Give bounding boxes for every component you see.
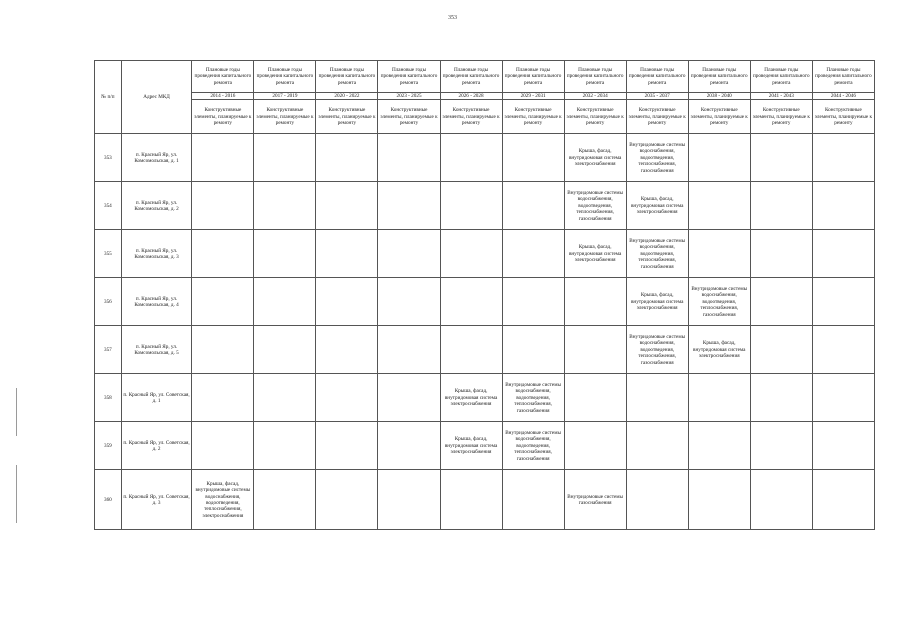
work-cell-empty	[750, 374, 812, 422]
col-header-elements: Конструктивные элементы, планируемые к ремонту	[192, 100, 254, 134]
period-years: 2044 - 2046	[812, 93, 874, 100]
work-cell: Внутридомовые системы водоснабжения, водоотведения, теплоснабжения, газоснабжения	[626, 326, 688, 374]
scan-artifact-line	[16, 388, 17, 436]
scan-artifact-line	[16, 465, 17, 523]
work-cell-empty	[254, 278, 316, 326]
work-cell-empty	[688, 470, 750, 530]
col-header-period: Плановые годы проведения капитального ремонта	[254, 61, 316, 93]
work-cell-empty	[254, 374, 316, 422]
work-cell-empty	[316, 182, 378, 230]
work-cell: Крыша, фасад, внутридомовые системы водоснабжения, водоотведения, теплоснабжения, электроснабжения	[192, 470, 254, 530]
period-years: 2029 - 2031	[502, 93, 564, 100]
header-row-years	[95, 93, 875, 100]
work-cell-empty	[254, 326, 316, 374]
work-cell-empty	[750, 326, 812, 374]
period-years: 2020 - 2022	[316, 93, 378, 100]
work-cell: Крыша, фасад, внутридомовая система электроснабжения	[440, 422, 502, 470]
row-number: 353	[95, 134, 122, 182]
work-cell-empty	[254, 470, 316, 530]
work-cell-empty	[502, 326, 564, 374]
work-cell-empty	[812, 230, 874, 278]
row-number: 360	[95, 470, 122, 530]
work-cell-empty	[564, 278, 626, 326]
work-cell: Внутридомовые системы газоснабжения	[564, 470, 626, 530]
work-cell-empty	[626, 374, 688, 422]
row-address: п. Красный Яр, ул. Комсомольская, д. 4	[121, 278, 192, 326]
work-cell-empty	[192, 230, 254, 278]
work-cell-empty	[750, 182, 812, 230]
row-address: п. Красный Яр, ул. Комсомольская, д. 1	[121, 134, 192, 182]
work-cell-empty	[750, 278, 812, 326]
work-cell-empty	[750, 422, 812, 470]
col-header-elements: Конструктивные элементы, планируемые к ремонту	[254, 100, 316, 134]
work-cell-empty	[440, 470, 502, 530]
work-cell-empty	[440, 326, 502, 374]
work-cell-empty	[378, 230, 440, 278]
col-header-period: Плановые годы проведения капитального ремонта	[316, 61, 378, 93]
work-cell-empty	[812, 134, 874, 182]
work-cell-empty	[440, 134, 502, 182]
col-header-period: Плановые годы проведения капитального ремонта	[626, 61, 688, 93]
work-cell-empty	[626, 470, 688, 530]
work-cell-empty	[316, 374, 378, 422]
table-row	[95, 422, 875, 470]
work-cell: Крыша, фасад, внутридомовая система электроснабжения	[626, 182, 688, 230]
row-number: 356	[95, 278, 122, 326]
col-header-period: Плановые годы проведения капитального ремонта	[564, 61, 626, 93]
work-cell-empty	[502, 278, 564, 326]
work-cell-empty	[378, 182, 440, 230]
table-row	[95, 374, 875, 422]
work-cell-empty	[378, 374, 440, 422]
period-years: 2023 - 2025	[378, 93, 440, 100]
col-header-elements: Конструктивные элементы, планируемые к ремонту	[688, 100, 750, 134]
work-cell-empty	[812, 374, 874, 422]
work-cell-empty	[750, 470, 812, 530]
work-cell-empty	[688, 374, 750, 422]
work-cell-empty	[564, 374, 626, 422]
row-number: 354	[95, 182, 122, 230]
work-cell-empty	[378, 470, 440, 530]
row-address: п. Красный Яр, ул. Советская, д. 3	[121, 470, 192, 530]
work-cell-empty	[440, 230, 502, 278]
work-cell-empty	[378, 278, 440, 326]
col-header-period: Плановые годы проведения капитального ремонта	[440, 61, 502, 93]
work-cell-empty	[254, 134, 316, 182]
work-cell-empty	[378, 422, 440, 470]
work-cell-empty	[502, 134, 564, 182]
work-cell-empty	[688, 182, 750, 230]
work-cell-empty	[378, 134, 440, 182]
work-cell-empty	[192, 326, 254, 374]
col-header-period: Плановые годы проведения капитального ремонта	[688, 61, 750, 93]
row-number: 358	[95, 374, 122, 422]
row-address: п. Красный Яр, ул. Советская, д. 2	[121, 422, 192, 470]
work-cell-empty	[192, 374, 254, 422]
period-years: 2038 - 2040	[688, 93, 750, 100]
work-cell-empty	[626, 422, 688, 470]
col-header-number: № п/п	[95, 61, 122, 134]
work-cell: Крыша, фасад, внутридомовая система электроснабжения	[440, 374, 502, 422]
work-cell-empty	[254, 230, 316, 278]
work-cell-empty	[688, 230, 750, 278]
col-header-period: Плановые годы проведения капитального ремонта	[750, 61, 812, 93]
work-cell-empty	[440, 278, 502, 326]
work-cell-empty	[812, 182, 874, 230]
period-years: 2035 - 2037	[626, 93, 688, 100]
col-header-elements: Конструктивные элементы, планируемые к ремонту	[750, 100, 812, 134]
work-cell-empty	[688, 422, 750, 470]
period-years: 2041 - 2043	[750, 93, 812, 100]
header-row-periods	[95, 61, 875, 93]
work-cell: Внутридомовые системы водоснабжения, водоотведения, теплоснабжения, газоснабжения	[502, 374, 564, 422]
col-header-period: Плановые годы проведения капитального ремонта	[378, 61, 440, 93]
work-cell-empty	[564, 422, 626, 470]
col-header-elements: Конструктивные элементы, планируемые к ремонту	[440, 100, 502, 134]
row-address: п. Красный Яр, ул. Комсомольская, д. 3	[121, 230, 192, 278]
work-cell-empty	[812, 326, 874, 374]
work-cell-empty	[564, 326, 626, 374]
work-cell-empty	[750, 134, 812, 182]
row-address: п. Красный Яр, ул. Комсомольская, д. 5	[121, 326, 192, 374]
work-cell: Крыша, фасад, внутридомовая система электроснабжения	[688, 326, 750, 374]
work-cell: Внутридомовые системы водоснабжения, водоотведения, теплоснабжения, газоснабжения	[626, 134, 688, 182]
table-row	[95, 230, 875, 278]
col-header-elements: Конструктивные элементы, планируемые к ремонту	[378, 100, 440, 134]
work-cell-empty	[316, 230, 378, 278]
work-cell-empty	[192, 182, 254, 230]
work-cell-empty	[378, 326, 440, 374]
col-header-period: Плановые годы проведения капитального ремонта	[192, 61, 254, 93]
header-row-elements	[95, 100, 875, 134]
work-cell: Внутридомовые системы водоснабжения, водоотведения, теплоснабжения, газоснабжения	[688, 278, 750, 326]
work-cell-empty	[316, 134, 378, 182]
row-address: п. Красный Яр, ул. Советская, д. 1	[121, 374, 192, 422]
col-header-period: Плановые годы проведения капитального ремонта	[812, 61, 874, 93]
work-cell-empty	[502, 470, 564, 530]
work-cell: Крыша, фасад, внутридомовая система электроснабжения	[564, 134, 626, 182]
work-cell-empty	[192, 422, 254, 470]
work-cell-empty	[316, 326, 378, 374]
work-cell-empty	[812, 470, 874, 530]
period-years: 2014 - 2016	[192, 93, 254, 100]
table-row	[95, 182, 875, 230]
work-cell-empty	[316, 470, 378, 530]
col-header-elements: Конструктивные элементы, планируемые к ремонту	[626, 100, 688, 134]
table-row	[95, 278, 875, 326]
col-header-elements: Конструктивные элементы, планируемые к ремонту	[502, 100, 564, 134]
period-years: 2026 - 2028	[440, 93, 502, 100]
work-cell-empty	[440, 182, 502, 230]
col-header-elements: Конструктивные элементы, планируемые к ремонту	[564, 100, 626, 134]
col-header-address: Адрес МКД	[121, 61, 192, 134]
work-cell-empty	[316, 422, 378, 470]
capital-repair-schedule-table	[94, 60, 875, 530]
work-cell-empty	[192, 278, 254, 326]
col-header-elements: Конструктивные элементы, планируемые к ремонту	[316, 100, 378, 134]
work-cell-empty	[502, 230, 564, 278]
work-cell-empty	[316, 278, 378, 326]
period-years: 2017 - 2019	[254, 93, 316, 100]
row-number: 359	[95, 422, 122, 470]
table-row	[95, 326, 875, 374]
work-cell-empty	[750, 230, 812, 278]
row-address: п. Красный Яр, ул. Комсомольская, д. 2	[121, 182, 192, 230]
work-cell-empty	[812, 278, 874, 326]
work-cell: Внутридомовые системы водоснабжения, водоотведения, теплоснабжения, газоснабжения	[564, 182, 626, 230]
work-cell: Внутридомовые системы водоснабжения, водоотведения, теплоснабжения, газоснабжения	[502, 422, 564, 470]
work-cell: Внутридомовые системы водоснабжения, водоотведения, теплоснабжения, газоснабжения	[626, 230, 688, 278]
work-cell-empty	[502, 182, 564, 230]
col-header-period: Плановые годы проведения капитального ремонта	[502, 61, 564, 93]
table-row	[95, 134, 875, 182]
period-years: 2032 - 2034	[564, 93, 626, 100]
work-cell-empty	[192, 134, 254, 182]
row-number: 355	[95, 230, 122, 278]
page-number: 353	[448, 15, 457, 21]
work-cell: Крыша, фасад, внутридомовая система электроснабжения	[626, 278, 688, 326]
work-cell: Крыша, фасад, внутридомовая система электроснабжения	[564, 230, 626, 278]
table-row	[95, 470, 875, 530]
row-number: 357	[95, 326, 122, 374]
work-cell-empty	[812, 422, 874, 470]
col-header-elements: Конструктивные элементы, планируемые к ремонту	[812, 100, 874, 134]
work-cell-empty	[688, 134, 750, 182]
work-cell-empty	[254, 182, 316, 230]
work-cell-empty	[254, 422, 316, 470]
